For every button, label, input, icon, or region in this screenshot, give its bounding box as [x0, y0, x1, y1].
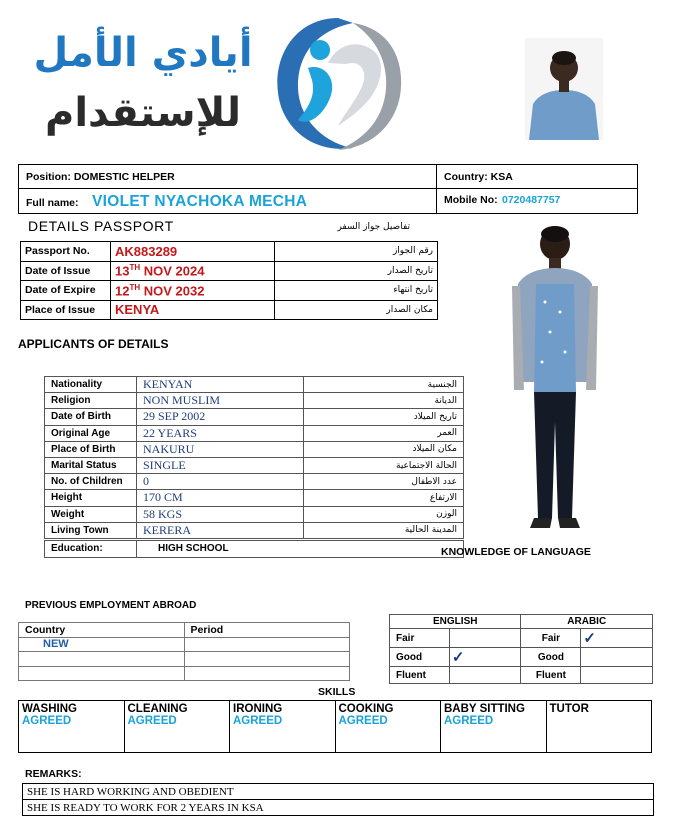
detail-label-ar: الحالة الاجتماعية — [304, 457, 464, 473]
language-table — [389, 614, 653, 684]
details-table — [44, 376, 464, 539]
applicant-photo-small — [525, 38, 603, 140]
detail-label: Date of Birth — [45, 409, 137, 425]
level-label: Good — [390, 648, 450, 667]
company-logo — [10, 8, 410, 156]
skill-name: TUTOR — [549, 703, 589, 715]
skill-status: AGREED — [444, 715, 494, 727]
detail-row — [45, 393, 464, 409]
detail-row — [45, 506, 464, 522]
education-row — [44, 540, 464, 558]
detail-label-ar: الوزن — [304, 506, 464, 522]
employment-row — [19, 652, 350, 667]
detail-value: KERERA — [137, 522, 304, 538]
passport-value: AK883289 — [111, 242, 275, 262]
passport-title: DETAILS PASSPORT — [28, 218, 174, 234]
detail-label: Living Town — [45, 522, 137, 538]
mobile-label: Mobile No: — [444, 194, 498, 206]
detail-label-ar: الديانة — [304, 393, 464, 409]
position-text: Position: DOMESTIC HELPER — [26, 171, 175, 183]
detail-label: Weight — [45, 506, 137, 522]
passport-label: Date of Issue — [21, 261, 111, 281]
skill-status: AGREED — [338, 715, 388, 727]
remark-text: SHE IS READY TO WORK FOR 2 YEARS IN KSA — [23, 800, 654, 816]
skill-cell — [230, 701, 336, 753]
detail-value: SINGLE — [137, 457, 304, 473]
detail-label: Original Age — [45, 425, 137, 441]
detail-label: No. of Children — [45, 474, 137, 490]
language-row-good — [390, 648, 653, 667]
employment-country — [19, 666, 185, 681]
mobile-value: 0720487757 — [502, 194, 561, 206]
remarks-title: REMARKS: — [25, 768, 82, 780]
skill-status: AGREED — [22, 715, 72, 727]
logo-text-line1: أيادي الأمل — [33, 30, 253, 76]
employment-row — [19, 637, 350, 652]
detail-value: 22 YEARS — [137, 425, 304, 441]
skill-status: AGREED — [233, 715, 283, 727]
level-label: Fluent — [521, 667, 581, 684]
passport-label-ar: مكان الصدار — [275, 300, 438, 320]
passport-value: 13TH NOV 2024 — [111, 261, 275, 281]
fullname-value: VIOLET NYACHOKA MECHA — [92, 193, 308, 210]
detail-label-ar: عدد الاطفال — [304, 474, 464, 490]
passport-row — [21, 300, 438, 320]
passport-row — [21, 281, 438, 301]
language-row-fluent — [390, 667, 653, 684]
skill-name: COOKING — [338, 703, 394, 715]
english-fluent-cell — [449, 667, 521, 684]
country-text: Country: KSA — [444, 171, 513, 183]
skill-name: BABY SITTING — [444, 703, 525, 715]
detail-row — [45, 474, 464, 490]
employment-country — [19, 652, 185, 667]
level-label: Fair — [390, 629, 450, 648]
employment-table — [18, 622, 350, 681]
remark-text: SHE IS HARD WORKING AND OBEDIENT — [23, 784, 654, 800]
remark-row — [23, 800, 654, 816]
detail-value: 58 KGS — [137, 506, 304, 522]
skill-cell — [19, 701, 125, 753]
detail-value: NON MUSLIM — [137, 393, 304, 409]
employment-col-country: Country — [19, 623, 185, 638]
check-icon: ✓ — [451, 649, 465, 666]
detail-label-ar: مكان الميلاد — [304, 441, 464, 457]
english-good-cell — [449, 648, 521, 667]
skill-cell — [335, 701, 441, 753]
arabic-fluent-cell — [581, 667, 653, 684]
skill-name: WASHING — [22, 703, 77, 715]
passport-value: KENYA — [111, 300, 275, 320]
detail-value: 0 — [137, 474, 304, 490]
skill-cell — [441, 701, 547, 753]
employment-period — [184, 652, 349, 667]
remarks-table — [22, 783, 654, 816]
detail-row — [45, 425, 464, 441]
passport-label-ar: تاريخ الصدار — [275, 261, 438, 281]
employment-row — [19, 666, 350, 681]
employment-period — [184, 637, 349, 652]
passport-label: Passport No. — [21, 242, 111, 262]
education-label: Education: — [51, 543, 103, 554]
passport-label-ar: رقم الجواز — [275, 242, 438, 262]
detail-label-ar: الارتفاع — [304, 490, 464, 506]
detail-label: Nationality — [45, 377, 137, 393]
passport-value: 12TH NOV 2032 — [111, 281, 275, 301]
fullname-label: Full name: — [26, 197, 79, 209]
language-row-fair — [390, 629, 653, 648]
applicant-photo-full — [500, 222, 610, 540]
employment-period — [184, 666, 349, 681]
remark-row — [23, 784, 654, 800]
employment-header-row — [19, 623, 350, 638]
detail-value: NAKURU — [137, 441, 304, 457]
education-value: HIGH SCHOOL — [158, 543, 229, 554]
passport-label-ar: تاريخ انتهاء — [275, 281, 438, 301]
detail-label: Marital Status — [45, 457, 137, 473]
language-arabic-header: ARABIC — [521, 615, 653, 629]
skills-title: SKILLS — [318, 686, 356, 698]
employment-col-period: Period — [184, 623, 349, 638]
skill-cell — [546, 701, 652, 753]
english-fair-cell — [449, 629, 521, 648]
logo-hand-emblem — [268, 8, 410, 156]
detail-row — [45, 441, 464, 457]
logo-text-line2: للإستقدام — [45, 90, 241, 136]
arabic-good-cell — [581, 648, 653, 667]
detail-row — [45, 457, 464, 473]
detail-row — [45, 522, 464, 538]
detail-row — [45, 377, 464, 393]
language-header-row — [390, 615, 653, 629]
detail-row — [45, 490, 464, 506]
employment-country: NEW — [19, 637, 185, 652]
level-label: Fair — [521, 629, 581, 648]
skill-name: CLEANING — [127, 703, 188, 715]
passport-row — [21, 242, 438, 262]
detail-label: Religion — [45, 393, 137, 409]
detail-row — [45, 409, 464, 425]
applicant-details-title: APPLICANTS OF DETAILS — [18, 337, 169, 351]
detail-label: Place of Birth — [45, 441, 137, 457]
level-label: Fluent — [390, 667, 450, 684]
passport-label: Place of Issue — [21, 300, 111, 320]
detail-label-ar: العمر — [304, 425, 464, 441]
passport-table — [20, 241, 438, 320]
level-label: Good — [521, 648, 581, 667]
language-english-header: ENGLISH — [390, 615, 521, 629]
detail-label-ar: تاريخ الميلاد — [304, 409, 464, 425]
detail-label: Height — [45, 490, 137, 506]
employment-title: PREVIOUS EMPLOYMENT ABROAD — [25, 600, 197, 611]
skills-row — [19, 701, 652, 753]
knowledge-of-language-title: KNOWLEDGE OF LANGUAGE — [441, 546, 591, 558]
detail-value: 29 SEP 2002 — [137, 409, 304, 425]
skill-cell — [124, 701, 230, 753]
detail-label-ar: الجنسية — [304, 377, 464, 393]
arabic-fair-cell — [581, 629, 653, 648]
skill-name: IRONING — [233, 703, 283, 715]
check-icon: ✓ — [583, 630, 596, 647]
passport-title-ar: تفاصيل جواز السفر — [337, 222, 410, 232]
skill-status: AGREED — [127, 715, 177, 727]
detail-value: KENYAN — [137, 377, 304, 393]
detail-value: 170 CM — [137, 490, 304, 506]
passport-row — [21, 261, 438, 281]
detail-label-ar: المدينة الحالية — [304, 522, 464, 538]
skills-table — [18, 700, 652, 753]
passport-label: Date of Expire — [21, 281, 111, 301]
